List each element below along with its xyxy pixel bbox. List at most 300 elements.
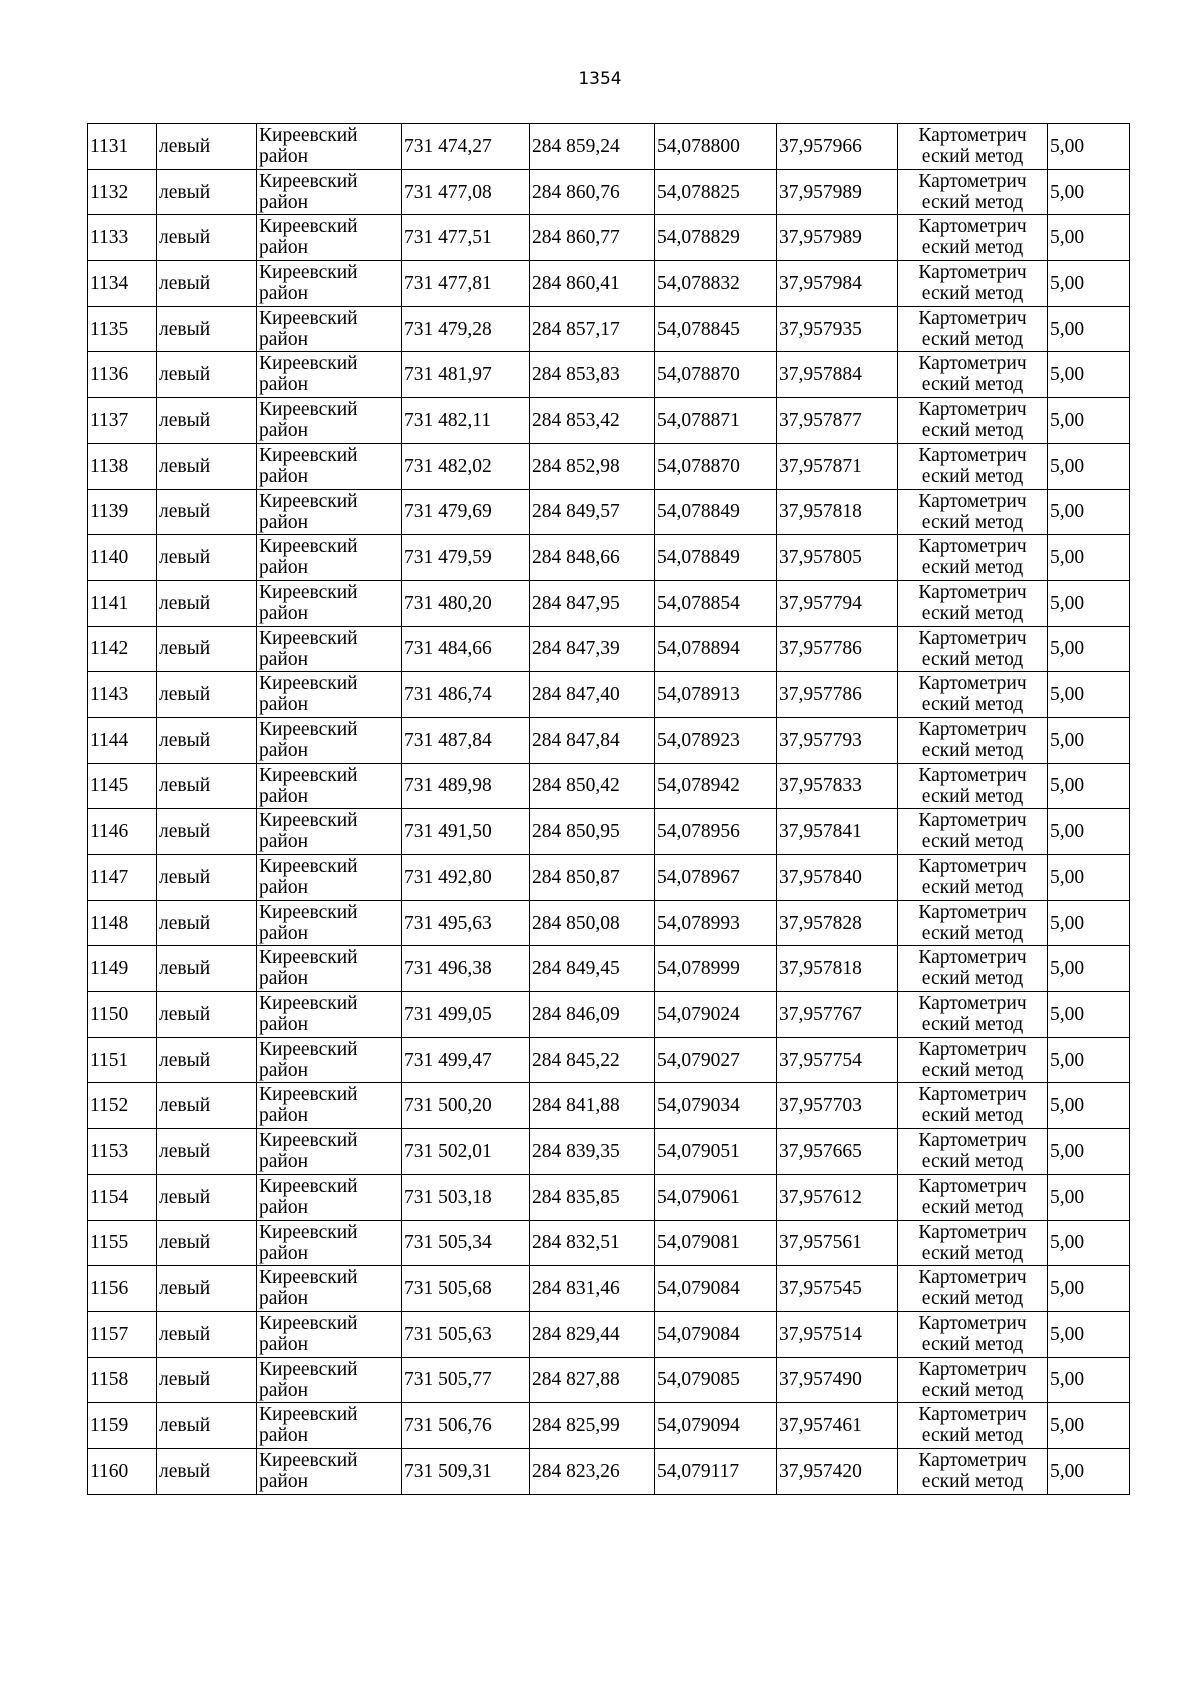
cell-coord-x: 731 503,18 [402, 1174, 530, 1220]
cell-district-line: Киреевский [259, 1221, 358, 1243]
cell-accuracy: 5,00 [1048, 626, 1130, 672]
cell-point-number: 1160 [88, 1448, 157, 1494]
cell-point-number: 1134 [88, 261, 157, 307]
table-row [88, 398, 1130, 444]
cell-latitude: 54,078849 [655, 535, 777, 581]
cell-district-line: Киреевский [259, 856, 358, 877]
cell-latitude: 54,078829 [655, 215, 777, 261]
cell-method-line: еский метод [921, 1470, 1024, 1492]
cell-coord-x: 731 509,31 [402, 1448, 530, 1494]
cell-accuracy: 5,00 [1048, 443, 1130, 489]
table-row [88, 169, 1130, 215]
cell-district-line: район [259, 1196, 309, 1218]
cell-method-line: еский метод [921, 1196, 1024, 1218]
cell-point-number: 1140 [88, 535, 157, 581]
cell-coord-y: 284 841,88 [530, 1083, 655, 1129]
cell-longitude: 37,957833 [777, 763, 898, 809]
cell-district-line: район [259, 831, 309, 853]
cell-method [898, 1311, 1048, 1357]
cell-district-line: Киреевский [259, 490, 358, 512]
cell-district [257, 992, 402, 1038]
cell-method [898, 580, 1048, 626]
cell-side: левый [157, 398, 257, 444]
cell-accuracy: 5,00 [1048, 489, 1130, 535]
cell-point-number: 1150 [88, 992, 157, 1038]
cell-method-line: еский метод [921, 374, 1024, 396]
table-row [88, 1174, 1130, 1220]
cell-latitude: 54,078800 [655, 124, 777, 170]
cell-point-number: 1137 [88, 398, 157, 444]
cell-accuracy: 5,00 [1048, 946, 1130, 992]
cell-point-number: 1156 [88, 1266, 157, 1312]
cell-district [257, 672, 402, 718]
cell-coord-y: 284 857,17 [530, 306, 655, 352]
cell-method-line: Картометрич [918, 1404, 1027, 1426]
cell-method [898, 1037, 1048, 1083]
cell-latitude: 54,078825 [655, 169, 777, 215]
cell-coord-y: 284 829,44 [530, 1311, 655, 1357]
cell-method-line: еский метод [921, 465, 1024, 487]
cell-method-line: Картометрич [918, 1449, 1027, 1471]
cell-side: левый [157, 535, 257, 581]
cell-accuracy: 5,00 [1048, 809, 1130, 855]
cell-district [257, 1220, 402, 1266]
cell-longitude: 37,957935 [777, 306, 898, 352]
cell-district-line: Киреевский [259, 764, 358, 786]
cell-district-line: Киреевский [259, 1130, 358, 1152]
cell-coord-x: 731 505,68 [402, 1266, 530, 1312]
cell-coord-x: 731 492,80 [402, 855, 530, 901]
table-row [88, 489, 1130, 535]
cell-point-number: 1142 [88, 626, 157, 672]
page-number: 1354 [578, 69, 622, 89]
cell-method-line: еский метод [921, 1425, 1024, 1447]
cell-method-line: еский метод [921, 1288, 1024, 1310]
cell-side: левый [157, 261, 257, 307]
cell-district-line: район [259, 146, 309, 167]
cell-method-line: еский метод [921, 557, 1024, 579]
cell-coord-y: 284 859,24 [530, 124, 655, 170]
cell-latitude: 54,079061 [655, 1174, 777, 1220]
cell-accuracy: 5,00 [1048, 1037, 1130, 1083]
table-row [88, 1311, 1130, 1357]
cell-method-line: еский метод [921, 237, 1024, 259]
cell-latitude: 54,078871 [655, 398, 777, 444]
cell-method [898, 215, 1048, 261]
cell-point-number: 1154 [88, 1174, 157, 1220]
cell-method [898, 1174, 1048, 1220]
cell-accuracy: 5,00 [1048, 261, 1130, 307]
cell-method-line: еский метод [921, 694, 1024, 716]
cell-coord-x: 731 480,20 [402, 580, 530, 626]
cell-latitude: 54,079024 [655, 992, 777, 1038]
cell-method-line: еский метод [921, 1014, 1024, 1036]
cell-coord-y: 284 847,40 [530, 672, 655, 718]
cell-method [898, 672, 1048, 718]
cell-latitude: 54,078993 [655, 900, 777, 946]
cell-method-line: еский метод [921, 831, 1024, 853]
cell-coord-x: 731 479,69 [402, 489, 530, 535]
table-row [88, 1037, 1130, 1083]
cell-side: левый [157, 1220, 257, 1266]
cell-district [257, 1403, 402, 1449]
cell-latitude: 54,079051 [655, 1129, 777, 1175]
cell-method-line: Картометрич [918, 1267, 1027, 1289]
cell-method-line: еский метод [921, 191, 1024, 213]
cell-method [898, 1220, 1048, 1266]
cell-district-line: район [259, 283, 309, 305]
cell-district-line: район [259, 1288, 309, 1310]
cell-coord-y: 284 850,42 [530, 763, 655, 809]
cell-coord-x: 731 479,28 [402, 306, 530, 352]
table-row [88, 306, 1130, 352]
cell-district [257, 1266, 402, 1312]
cell-coord-x: 731 499,05 [402, 992, 530, 1038]
cell-district [257, 261, 402, 307]
cell-coord-y: 284 848,66 [530, 535, 655, 581]
cell-coord-y: 284 847,39 [530, 626, 655, 672]
cell-coord-x: 731 505,34 [402, 1220, 530, 1266]
cell-longitude: 37,957420 [777, 1448, 898, 1494]
cell-point-number: 1135 [88, 306, 157, 352]
cell-district-line: район [259, 1425, 309, 1447]
cell-method [898, 398, 1048, 444]
cell-accuracy: 5,00 [1048, 1174, 1130, 1220]
cell-district-line: Киреевский [259, 718, 358, 740]
cell-longitude: 37,957561 [777, 1220, 898, 1266]
cell-method-line: еский метод [921, 1242, 1024, 1264]
coordinates-table [87, 123, 1130, 1495]
cell-method [898, 717, 1048, 763]
cell-district-line: район [259, 511, 309, 533]
cell-district-line: район [259, 1333, 309, 1355]
cell-accuracy: 5,00 [1048, 1448, 1130, 1494]
cell-longitude: 37,957828 [777, 900, 898, 946]
cell-method [898, 1403, 1048, 1449]
cell-longitude: 37,957871 [777, 443, 898, 489]
cell-method-line: Картометрич [918, 810, 1027, 832]
cell-coord-x: 731 474,27 [402, 124, 530, 170]
cell-coord-y: 284 853,83 [530, 352, 655, 398]
cell-latitude: 54,078956 [655, 809, 777, 855]
cell-longitude: 37,957989 [777, 215, 898, 261]
cell-coord-x: 731 489,98 [402, 763, 530, 809]
cell-district [257, 443, 402, 489]
cell-district-line: район [259, 739, 309, 761]
cell-district [257, 398, 402, 444]
cell-latitude: 54,078894 [655, 626, 777, 672]
cell-method-line: еский метод [921, 877, 1024, 898]
cell-coord-y: 284 846,09 [530, 992, 655, 1038]
cell-coord-x: 731 502,01 [402, 1129, 530, 1175]
cell-district [257, 1129, 402, 1175]
cell-point-number: 1155 [88, 1220, 157, 1266]
cell-district-line: район [259, 191, 309, 213]
cell-method [898, 169, 1048, 215]
cell-point-number: 1148 [88, 900, 157, 946]
cell-side: левый [157, 306, 257, 352]
cell-method-line: еский метод [921, 922, 1024, 944]
cell-coord-y: 284 835,85 [530, 1174, 655, 1220]
cell-coord-x: 731 505,63 [402, 1311, 530, 1357]
cell-coord-y: 284 825,99 [530, 1403, 655, 1449]
cell-accuracy: 5,00 [1048, 124, 1130, 170]
cell-coord-x: 731 500,20 [402, 1083, 530, 1129]
cell-district [257, 580, 402, 626]
cell-method [898, 626, 1048, 672]
cell-coord-y: 284 853,42 [530, 398, 655, 444]
cell-coord-x: 731 487,84 [402, 717, 530, 763]
cell-point-number: 1143 [88, 672, 157, 718]
cell-method [898, 306, 1048, 352]
cell-latitude: 54,078845 [655, 306, 777, 352]
cell-method-line: Картометрич [918, 444, 1027, 466]
cell-district [257, 1083, 402, 1129]
cell-side: левый [157, 763, 257, 809]
cell-coord-x: 731 499,47 [402, 1037, 530, 1083]
cell-district-line: Киреевский [259, 170, 358, 192]
cell-coord-x: 731 479,59 [402, 535, 530, 581]
cell-method-line: еский метод [921, 602, 1024, 624]
table-row [88, 900, 1130, 946]
cell-district-line: Киреевский [259, 1449, 358, 1471]
cell-accuracy: 5,00 [1048, 215, 1130, 261]
cell-method-line: Картометрич [918, 1312, 1027, 1334]
cell-longitude: 37,957545 [777, 1266, 898, 1312]
cell-side: левый [157, 1357, 257, 1403]
cell-accuracy: 5,00 [1048, 992, 1130, 1038]
cell-point-number: 1157 [88, 1311, 157, 1357]
cell-coord-y: 284 847,84 [530, 717, 655, 763]
table-row [88, 1403, 1130, 1449]
cell-method-line: Картометрич [918, 1221, 1027, 1243]
cell-district [257, 1448, 402, 1494]
cell-side: левый [157, 626, 257, 672]
cell-coord-x: 731 481,97 [402, 352, 530, 398]
cell-method-line: Картометрич [918, 673, 1027, 695]
cell-coord-x: 731 477,51 [402, 215, 530, 261]
cell-coord-x: 731 495,63 [402, 900, 530, 946]
cell-district [257, 215, 402, 261]
cell-longitude: 37,957786 [777, 626, 898, 672]
cell-method [898, 992, 1048, 1038]
cell-point-number: 1152 [88, 1083, 157, 1129]
cell-district-line: район [259, 420, 309, 442]
cell-side: левый [157, 124, 257, 170]
cell-district-line: район [259, 968, 309, 990]
cell-district [257, 489, 402, 535]
cell-side: левый [157, 580, 257, 626]
cell-side: левый [157, 1403, 257, 1449]
cell-point-number: 1147 [88, 855, 157, 901]
cell-district-line: район [259, 694, 309, 716]
cell-point-number: 1158 [88, 1357, 157, 1403]
cell-method [898, 124, 1048, 170]
cell-longitude: 37,957490 [777, 1357, 898, 1403]
cell-method-line: Картометрич [918, 125, 1027, 146]
cell-point-number: 1159 [88, 1403, 157, 1449]
cell-district-line: Киреевский [259, 1175, 358, 1197]
cell-method-line: Картометрич [918, 1175, 1027, 1197]
cell-method [898, 261, 1048, 307]
cell-side: левый [157, 169, 257, 215]
cell-latitude: 54,078923 [655, 717, 777, 763]
cell-district-line: район [259, 877, 309, 898]
cell-method-line: еский метод [921, 1151, 1024, 1173]
cell-district [257, 306, 402, 352]
cell-longitude: 37,957818 [777, 489, 898, 535]
cell-point-number: 1153 [88, 1129, 157, 1175]
cell-latitude: 54,078967 [655, 855, 777, 901]
cell-longitude: 37,957884 [777, 352, 898, 398]
cell-method-line: Картометрич [918, 399, 1027, 421]
cell-side: левый [157, 855, 257, 901]
cell-method-line: Картометрич [918, 1084, 1027, 1106]
cell-coord-x: 731 482,02 [402, 443, 530, 489]
cell-longitude: 37,957612 [777, 1174, 898, 1220]
cell-method [898, 809, 1048, 855]
cell-longitude: 37,957818 [777, 946, 898, 992]
cell-side: левый [157, 946, 257, 992]
cell-district [257, 1174, 402, 1220]
table-row [88, 672, 1130, 718]
table-row [88, 946, 1130, 992]
cell-method-line: Картометрич [918, 170, 1027, 192]
cell-longitude: 37,957665 [777, 1129, 898, 1175]
cell-method-line: Картометрич [918, 353, 1027, 375]
cell-district-line: район [259, 374, 309, 396]
cell-accuracy: 5,00 [1048, 1266, 1130, 1312]
cell-coord-y: 284 827,88 [530, 1357, 655, 1403]
cell-latitude: 54,079117 [655, 1448, 777, 1494]
cell-latitude: 54,079034 [655, 1083, 777, 1129]
cell-district-line: Киреевский [259, 262, 358, 284]
cell-accuracy: 5,00 [1048, 535, 1130, 581]
cell-point-number: 1138 [88, 443, 157, 489]
cell-method-line: еский метод [921, 146, 1024, 167]
cell-district-line: Киреевский [259, 901, 358, 923]
cell-point-number: 1139 [88, 489, 157, 535]
cell-method-line: Картометрич [918, 581, 1027, 603]
cell-point-number: 1133 [88, 215, 157, 261]
cell-side: левый [157, 1311, 257, 1357]
cell-method [898, 946, 1048, 992]
cell-longitude: 37,957793 [777, 717, 898, 763]
cell-longitude: 37,957794 [777, 580, 898, 626]
cell-method-line: Картометрич [918, 262, 1027, 284]
cell-latitude: 54,079084 [655, 1311, 777, 1357]
cell-district-line: район [259, 1242, 309, 1264]
cell-latitude: 54,078999 [655, 946, 777, 992]
cell-district-line: район [259, 237, 309, 259]
cell-accuracy: 5,00 [1048, 855, 1130, 901]
cell-district [257, 855, 402, 901]
cell-district-line: Киреевский [259, 353, 358, 375]
cell-side: левый [157, 489, 257, 535]
cell-longitude: 37,957877 [777, 398, 898, 444]
cell-district-line: Киреевский [259, 581, 358, 603]
cell-coord-y: 284 852,98 [530, 443, 655, 489]
cell-side: левый [157, 1037, 257, 1083]
cell-district-line: Киреевский [259, 1404, 358, 1426]
cell-coord-x: 731 506,76 [402, 1403, 530, 1449]
cell-district-line: район [259, 557, 309, 579]
cell-accuracy: 5,00 [1048, 717, 1130, 763]
cell-longitude: 37,957989 [777, 169, 898, 215]
table-row [88, 1083, 1130, 1129]
cell-coord-x: 731 505,77 [402, 1357, 530, 1403]
cell-method [898, 443, 1048, 489]
table-row [88, 809, 1130, 855]
cell-district-line: район [259, 602, 309, 624]
cell-longitude: 37,957754 [777, 1037, 898, 1083]
cell-longitude: 37,957841 [777, 809, 898, 855]
table-row [88, 443, 1130, 489]
cell-district-line: район [259, 1470, 309, 1492]
cell-method [898, 352, 1048, 398]
cell-coord-y: 284 850,95 [530, 809, 655, 855]
cell-accuracy: 5,00 [1048, 1403, 1130, 1449]
cell-coord-y: 284 823,26 [530, 1448, 655, 1494]
cell-district-line: район [259, 465, 309, 487]
cell-side: левый [157, 717, 257, 763]
cell-district-line: Киреевский [259, 307, 358, 329]
cell-longitude: 37,957514 [777, 1311, 898, 1357]
table-row [88, 992, 1130, 1038]
cell-method [898, 763, 1048, 809]
cell-side: левый [157, 1083, 257, 1129]
cell-district [257, 124, 402, 170]
cell-accuracy: 5,00 [1048, 763, 1130, 809]
cell-point-number: 1141 [88, 580, 157, 626]
cell-accuracy: 5,00 [1048, 1083, 1130, 1129]
cell-longitude: 37,957703 [777, 1083, 898, 1129]
cell-side: левый [157, 1266, 257, 1312]
cell-method-line: Картометрич [918, 1130, 1027, 1152]
cell-point-number: 1132 [88, 169, 157, 215]
cell-district [257, 900, 402, 946]
cell-accuracy: 5,00 [1048, 672, 1130, 718]
table-row [88, 261, 1130, 307]
cell-accuracy: 5,00 [1048, 352, 1130, 398]
cell-method-line: Картометрич [918, 1358, 1027, 1380]
cell-method-line: еский метод [921, 328, 1024, 350]
cell-district-line: Киреевский [259, 1084, 358, 1106]
cell-district [257, 535, 402, 581]
cell-latitude: 54,079081 [655, 1220, 777, 1266]
cell-method-line: Картометрич [918, 216, 1027, 238]
cell-latitude: 54,079084 [655, 1266, 777, 1312]
cell-method [898, 1129, 1048, 1175]
table-row [88, 124, 1130, 170]
cell-latitude: 54,079085 [655, 1357, 777, 1403]
cell-method-line: еский метод [921, 511, 1024, 533]
cell-side: левый [157, 809, 257, 855]
cell-method-line: Картометрич [918, 856, 1027, 877]
cell-method [898, 1448, 1048, 1494]
cell-method [898, 489, 1048, 535]
cell-district-line: Киреевский [259, 536, 358, 558]
cell-longitude: 37,957805 [777, 535, 898, 581]
cell-method-line: еский метод [921, 1105, 1024, 1127]
cell-latitude: 54,078913 [655, 672, 777, 718]
cell-district-line: район [259, 328, 309, 350]
cell-coord-y: 284 860,41 [530, 261, 655, 307]
cell-district-line: район [259, 1014, 309, 1036]
cell-side: левый [157, 352, 257, 398]
cell-accuracy: 5,00 [1048, 1357, 1130, 1403]
cell-district [257, 1311, 402, 1357]
